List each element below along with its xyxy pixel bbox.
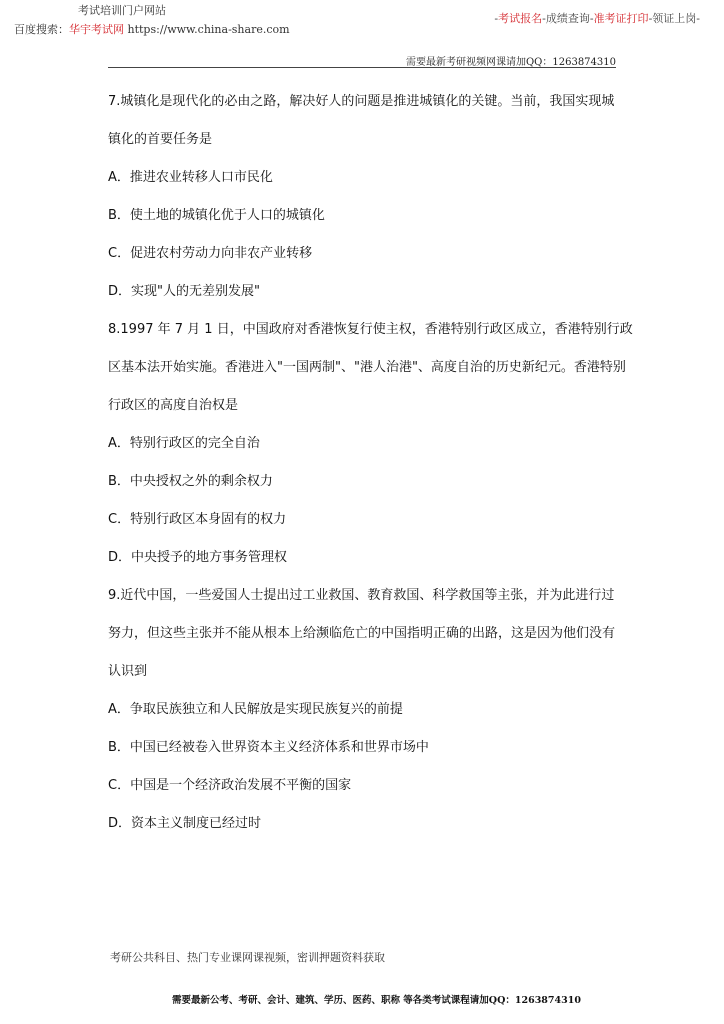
brand-name[interactable]: 华宇考试网 [69, 23, 124, 36]
question-8-option-b: B．中央授权之外的剩余权力 [108, 474, 273, 489]
question-7-option-b: B．使土地的城镇化优于人口的城镇化 [108, 208, 325, 223]
nav-separator: - [696, 12, 700, 25]
footer-contact: 需要最新公考、考研、会计、建筑、学历、医药、职称 等各类考试课程请加QQ：1263874310 [172, 995, 581, 1006]
question-9-option-b: B．中国已经被卷入世界资本主义经济体系和世界市场中 [108, 740, 429, 755]
question-9-option-a: A．争取民族独立和人民解放是实现民族复兴的前提 [108, 702, 403, 717]
question-9-line-2: 努力，但这些主张并不能从根本上给濒临危亡的中国指明正确的出路，这是因为他们没有 [108, 626, 616, 641]
top-nav [494, 10, 700, 26]
question-8-line-2: 区基本法开始实施。香港进入"一国两制"、"港人治港"、高度自治的历史新纪元。香港特别 [108, 360, 626, 375]
nav-certificate[interactable]: 领证上岗 [652, 12, 697, 25]
question-9-line-1: 9.近代中国，一些爱国人士提出过工业救国、教育救国、科学救国等主张，并为此进行过 [108, 588, 615, 603]
nav-admission-ticket[interactable]: 准考证打印 [593, 12, 649, 25]
question-7-line-1: 7.城镇化是现代化的必由之路，解决好人的问题是推进城镇化的关键。当前，我国实现城 [108, 94, 615, 109]
question-8-line-3: 行政区的高度自治权是 [108, 398, 239, 413]
nav-separator: - [648, 12, 653, 25]
question-7-option-c: C．促进农村劳动力向非农产业转移 [108, 246, 313, 261]
nav-separator: - [494, 12, 499, 25]
question-8-option-d: D．中央授予的地方事务管理权 [108, 550, 288, 565]
header-divider [108, 67, 616, 68]
question-8-line-1: 8.1997 年 7 月 1 日，中国政府对香港恢复行使主权，香港特别行政区成立，香港特别行政 [108, 322, 633, 337]
nav-score-query[interactable]: 成绩查询 [545, 12, 590, 25]
question-7-line-2: 镇化的首要任务是 [108, 132, 213, 147]
footer-note: 考研公共科目、热门专业课网课视频，密训押题资料获取 [110, 951, 385, 964]
question-9-option-d: D．资本主义制度已经过时 [108, 816, 262, 831]
search-label: 百度搜索： [14, 23, 69, 36]
nav-exam-registration[interactable]: 考试报名 [498, 12, 543, 25]
site-name: 考试培训门户网站 [78, 4, 166, 17]
header-contact-note: 需要最新考研视频网课请加QQ：1263874310 [405, 57, 616, 68]
search-hint [14, 21, 290, 37]
question-8-option-a: A．特别行政区的完全自治 [108, 436, 260, 451]
question-9-option-c: C．中国是一个经济政治发展不平衡的国家 [108, 778, 352, 793]
site-url-link[interactable]: https://www.china-share.com [127, 23, 290, 36]
question-7-option-a: A．推进农业转移人口市民化 [108, 170, 273, 185]
question-9-line-3: 认识到 [108, 664, 148, 679]
nav-separator: - [589, 12, 594, 25]
question-8-option-c: C．特别行政区本身固有的权力 [108, 512, 287, 527]
nav-separator: - [542, 12, 546, 25]
question-7-option-d: D．实现"人的无差别发展" [108, 284, 260, 299]
